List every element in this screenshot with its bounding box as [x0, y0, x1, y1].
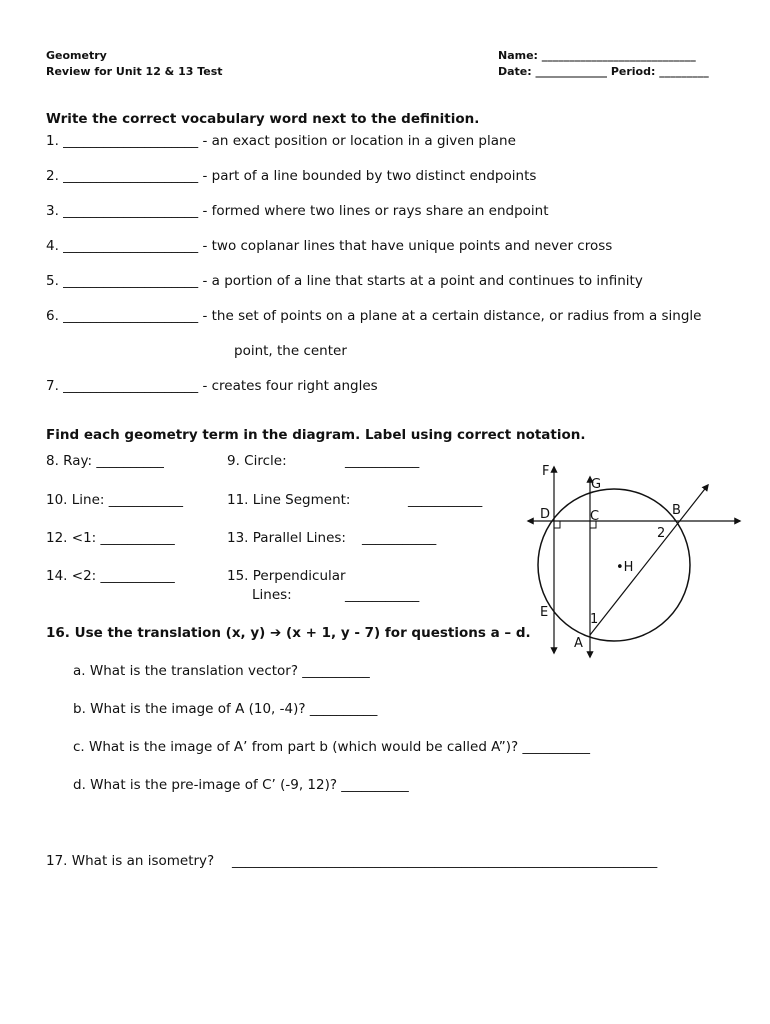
translation-question-b: b. What is the image of A (10, -4)? __________ — [73, 701, 378, 717]
item-15-perpendicular: 15. Perpendicular — [227, 568, 346, 584]
vocab-item-7: 7. ____________________ - creates four right angles — [46, 378, 378, 394]
isometry-answer-blank: _______________________________________________________________ — [232, 853, 658, 869]
vocab-item-6: 6. ____________________ - the set of points on a plane at a certain distance, or radius from a single — [46, 308, 702, 324]
item-11-blank: ___________ — [408, 492, 483, 508]
vocab-item-6-continued: point, the center — [234, 343, 347, 359]
label-e: E — [540, 605, 549, 620]
isometry-question: 17. What is an isometry? — [46, 853, 215, 869]
label-d: D — [540, 507, 551, 522]
item-9-circle: 9. Circle: — [227, 453, 287, 469]
label-f: F — [542, 464, 550, 479]
item-9-blank: ___________ — [345, 453, 420, 469]
vocab-item-2: 2. ____________________ - part of a line bounded by two distinct endpoints — [46, 168, 537, 184]
item-10-line: 10. Line: ___________ — [46, 492, 183, 508]
label-g: G — [591, 477, 602, 492]
item-12-angle1: 12. <1: ___________ — [46, 530, 175, 546]
translation-question-c: c. What is the image of A’ from part b (which would be called A”)? __________ — [73, 739, 590, 755]
item-11-segment: 11. Line Segment: — [227, 492, 351, 508]
label-angle-2: 2 — [657, 526, 666, 541]
label-h: •H — [616, 560, 634, 575]
item-13-parallel: 13. Parallel Lines: — [227, 530, 346, 546]
course-title: Geometry — [46, 49, 107, 62]
name-field: Name: ____________________________ — [498, 49, 696, 62]
diagram-section-title: Find each geometry term in the diagram. Label using correct notation. — [46, 427, 586, 443]
vocab-section-title: Write the correct vocabulary word next to the definition. — [46, 111, 480, 127]
item-14-angle2: 14. <2: ___________ — [46, 568, 175, 584]
vocab-item-3: 3. ____________________ - formed where two lines or rays share an endpoint — [46, 203, 549, 219]
worksheet-subtitle: Review for Unit 12 & 13 Test — [46, 65, 223, 78]
right-angle-mark-d — [554, 521, 560, 528]
label-a: A — [574, 636, 583, 651]
item-8-ray: 8. Ray: __________ — [46, 453, 164, 469]
label-b: B — [672, 503, 681, 518]
item-13-blank: ___________ — [362, 530, 437, 546]
translation-question-a: a. What is the translation vector? __________ — [73, 663, 370, 679]
label-angle-1: 1 — [590, 612, 599, 627]
vocab-item-1: 1. ____________________ - an exact position or location in a given plane — [46, 133, 516, 149]
translation-title: 16. Use the translation (x, y) ➔ (x + 1, y - 7) for questions a – d. — [46, 625, 531, 641]
circle — [538, 489, 690, 641]
vocab-item-4: 4. ____________________ - two coplanar lines that have unique points and never cross — [46, 238, 613, 254]
vocab-item-5: 5. ____________________ - a portion of a line that starts at a point and continues to infinity — [46, 273, 643, 289]
label-c: C — [590, 509, 600, 524]
geometry-diagram — [520, 455, 750, 665]
item-15-blank: ___________ — [345, 587, 420, 603]
date-period-field: Date: _____________ Period: _________ — [498, 65, 709, 78]
translation-question-d: d. What is the pre-image of C’ (-9, 12)? __________ — [73, 777, 409, 793]
item-15-lines-label: Lines: — [252, 587, 292, 603]
